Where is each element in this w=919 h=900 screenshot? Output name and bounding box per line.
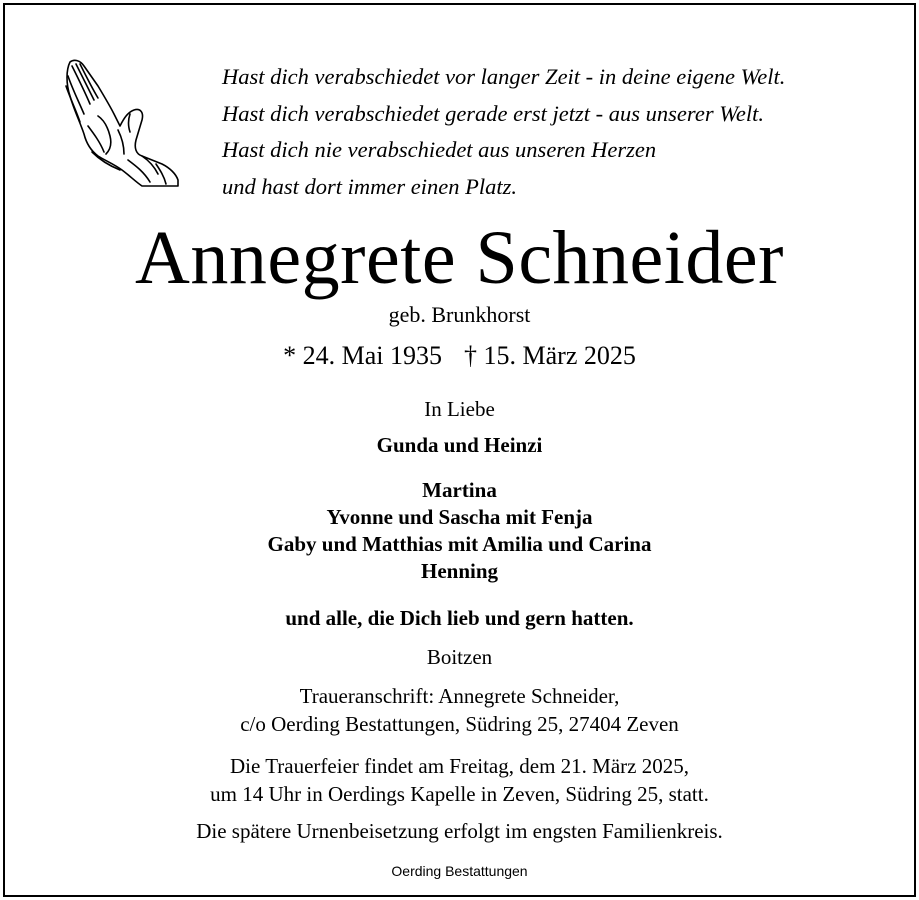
service-line: Die Trauerfeier findet am Freitag, dem 21. März 2025, bbox=[230, 754, 689, 778]
birth-name: geb. Brunkhorst bbox=[388, 302, 531, 327]
urn-burial-note: Die spätere Urnenbeisetzung erfolgt im engsten Familienkreis. bbox=[196, 819, 723, 843]
family-member: Gaby und Matthias mit Amilia und Carina bbox=[267, 532, 652, 556]
undertaker-name: Oerding Bestattungen bbox=[391, 863, 528, 879]
family-member: Yvonne und Sascha mit Fenja bbox=[326, 505, 593, 529]
poem-line: Hast dich verabschiedet gerade erst jetzt - aus unserer Welt. bbox=[222, 100, 764, 126]
birth-date: * 24. Mai 1935 bbox=[283, 341, 443, 370]
mourners-first: Gunda und Heinzi bbox=[376, 433, 543, 457]
death-date: † 15. März 2025 bbox=[464, 341, 636, 370]
address-line: c/o Oerding Bestattungen, Südring 25, 27404 Zeven bbox=[240, 712, 679, 736]
mourners-intro: In Liebe bbox=[424, 397, 495, 421]
poem-line: und hast dort immer einen Platz. bbox=[222, 173, 517, 199]
praying-hands-icon bbox=[58, 56, 182, 188]
family-member: Martina bbox=[422, 478, 497, 502]
mourners-others: und alle, die Dich lieb und gern hatten. bbox=[285, 606, 634, 630]
family-member: Henning bbox=[420, 559, 499, 583]
poem bbox=[222, 59, 785, 205]
life-dates bbox=[0, 340, 919, 372]
address-line: Traueranschrift: Annegrete Schneider, bbox=[299, 684, 620, 708]
mourning-address bbox=[0, 682, 919, 738]
place: Boitzen bbox=[426, 645, 493, 669]
poem-line: Hast dich verabschiedet vor langer Zeit - in deine eigene Welt. bbox=[222, 64, 786, 89]
deceased-name: Annegrete Schneider bbox=[135, 216, 784, 300]
funeral-service bbox=[0, 752, 919, 808]
poem-line: Hast dich nie verabschiedet aus unseren Herzen bbox=[222, 137, 657, 162]
mourners-family bbox=[0, 477, 919, 585]
service-line: um 14 Uhr in Oerdings Kapelle in Zeven, Südring 25, statt. bbox=[210, 782, 709, 806]
